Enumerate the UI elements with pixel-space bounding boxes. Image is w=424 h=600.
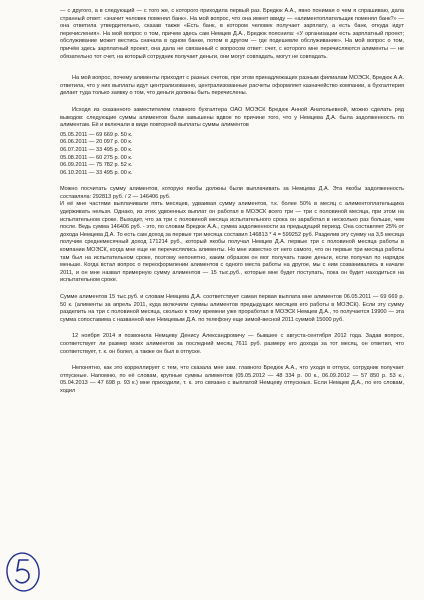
paragraph-8 — [60, 365, 404, 395]
paragraph-text: На мой вопрос, почему алименты приходят с разных счетов, при этом принадлежащих разным филиалам МОЭСК, Бредюк А.А. ответила, что у них выплаты идут централизованно, централизованные расчеты оформляет казначейство компании, а бухгалтерия делает туда только заявку о том, что деньги должны быть перечислены. — [60, 75, 404, 97]
paragraph-text: Непонятно, как это корреллирует с тем, что сказала мне зам. главного Бредюк А.А., что уходя в отпуск, сотрудник получает отпускные. Напомню, по её словам, крупные суммы алиментов (05.05.2012 — 48 334 р. 00 к., 06.09.2012 — 57 850 р. 53 к., 05.04.2013 — 47 698 р. 93 к.) мне приходили, т. к. это связано с выплатой Немцеву отпускных. Если Немцев Д.А., по его словам, ходил — [60, 365, 404, 394]
paragraph-text: И её мне частями выплачивали пять месяцев, удваивая сумму алиментов, т.к. более 50% в месяц с алиментоплательщика удерживать нельзя. Однако, из этих удвоенных выплат он работал в МОЭСК всего три — три с половиной месяца, при этом на испытательном сроке. Выходит, что за три с половиной месяца испытательного срока он заработал в несколько раз больше, чем после. Ведь сумма 146406 руб. - это, по словам Бредюк А.А., сумма задолженности за предыдущий период. Она составляет 25% от дохода Немцева Д.А. То есть сам доход за первые три месяца составил 146813 * 4 = 599252 руб. Разделив эту сумму на 3,5 месяца получим среднемесячный доход 171214 руб., который якобы получал Немцев Д.А. первые три с половиной месяца работы в компании МОЭСК, когда мне еще не перечислялись алименты. Но мне известно от него самого, что он первые три месяца работы там был на испытательном сроке, поэтому непонятно, каким образом он мог получать такие деньги, если получал по нарядок меньше. Когда встал вопрос о переоформлении алиментов с одного места работы на другое, мы с ним созванивались в начале 2011, и он мне назвал примерную сумму алиментов — 15 тыс.руб., которые мне будет поступать, пока он будет находиться на испытательном сроке. — [60, 201, 404, 284]
handwritten-page-number — [4, 548, 44, 594]
payment-line: 06.10.2011 — 33 495 р. 00 к. — [60, 169, 133, 176]
paragraph-text: Исходя из сказанного заместителем главного бухгалтера ОАО МОЭСК Бредюк Анной Анатольевной, можно сделать ряд выводов: следующие суммы алиментов были завышены вдвое по причине того, что у Немцева Д.А. была задолженность по алиментам. Её и включали в виде повторной выплаты суммы алиментов — [60, 106, 404, 129]
paragraph-4 — [60, 186, 404, 201]
payment-line: 05.08.2011 — 60 275 р. 00 к. — [60, 154, 133, 161]
paragraph-7 — [60, 333, 404, 356]
paragraph-3 — [60, 107, 404, 130]
paragraph-2 — [60, 75, 404, 98]
payment-line: 06.09.2011 — 75 782 р. 52 к. — [60, 162, 133, 169]
paragraph-1 — [60, 8, 404, 61]
paragraph-6 — [60, 294, 404, 324]
payment-line: 06.07.2011 — 33 495 р. 00 к. — [60, 146, 133, 153]
payment-line: 05.05.2011 — 69 669 р. 50 к. — [60, 131, 133, 138]
paragraph-text: Сумме алиментов 15 тыс.руб. и словам Немцева Д.А. соответствует самая первая выплата мне алиментов 06.05.2011 — 69 669 р. 50 к. (алименты за апрель 2011, куда включили суммы алиментов предыдущих месяцев его работы в МОЭСК). Если эту сумму разделить на три с половиной месяца, сколько к тому времени уже проработал в МОЭСК Немцев Д.А., то получается 19900 — эта сумма сопоставима с названной мне Немцевым Д.А. по телефону еще зимой-весной 2011 суммой 15000 руб. — [60, 294, 404, 323]
payments-list — [60, 132, 404, 178]
paragraph-text: Можно посчитать сумму алиментов, которую якобы должны были выплачивать за Немцева Д.А. Эта якобы задолженность составляла: 292813 руб. / 2 — 146406 руб. — [60, 186, 404, 200]
circled-number-icon — [4, 548, 44, 594]
payment-line: 06.06.2011 — 20 097 р. 00 к. — [60, 139, 133, 146]
paragraph-text: 12 ноября 2014 я позвонила Немцеву Денису Александровичу — бывшее с августа-сентября 2012 года. Задав вопрос, соответствует ли размер моих алиментов за последний месяц 7611 руб. размеру его дохода за тот месяц, он ответил, что соответствует, т. к. он болел, а также он был в отпуске. — [60, 333, 404, 355]
paragraph-text: — с другого, а в следующий — с того же, с которого приходила первый раз. Бредюк А.А., явно понимая о чем я спрашиваю, дала странный ответ: «значит человек поменял банк». На мой вопрос, что она имеет ввиду — «алиментоплательщик поменял банк?» — она ответила утвердительно, сказав также «Есть банк, в котором человек получает зарплату, а есть банк, откуда идут перечисления». На мой вопрос о том, причем здесь сам Немцев Д.А., Бредюк пояснила: «У организации есть зарплатный проект; обслуживание может вестись сначала в одном банке, потом в другом — где подешевле обслуживание». На мой вопрос о том, причём здесь зарплатный проект, она дала не связанный с вопросом ответ: счет, с которого мне перечисляются алименты — не обязательно тот счет, на который сотрудник получает деньги, они могут совпадать, могут не совпадать. — [60, 8, 404, 60]
paragraph-5 — [60, 201, 404, 285]
